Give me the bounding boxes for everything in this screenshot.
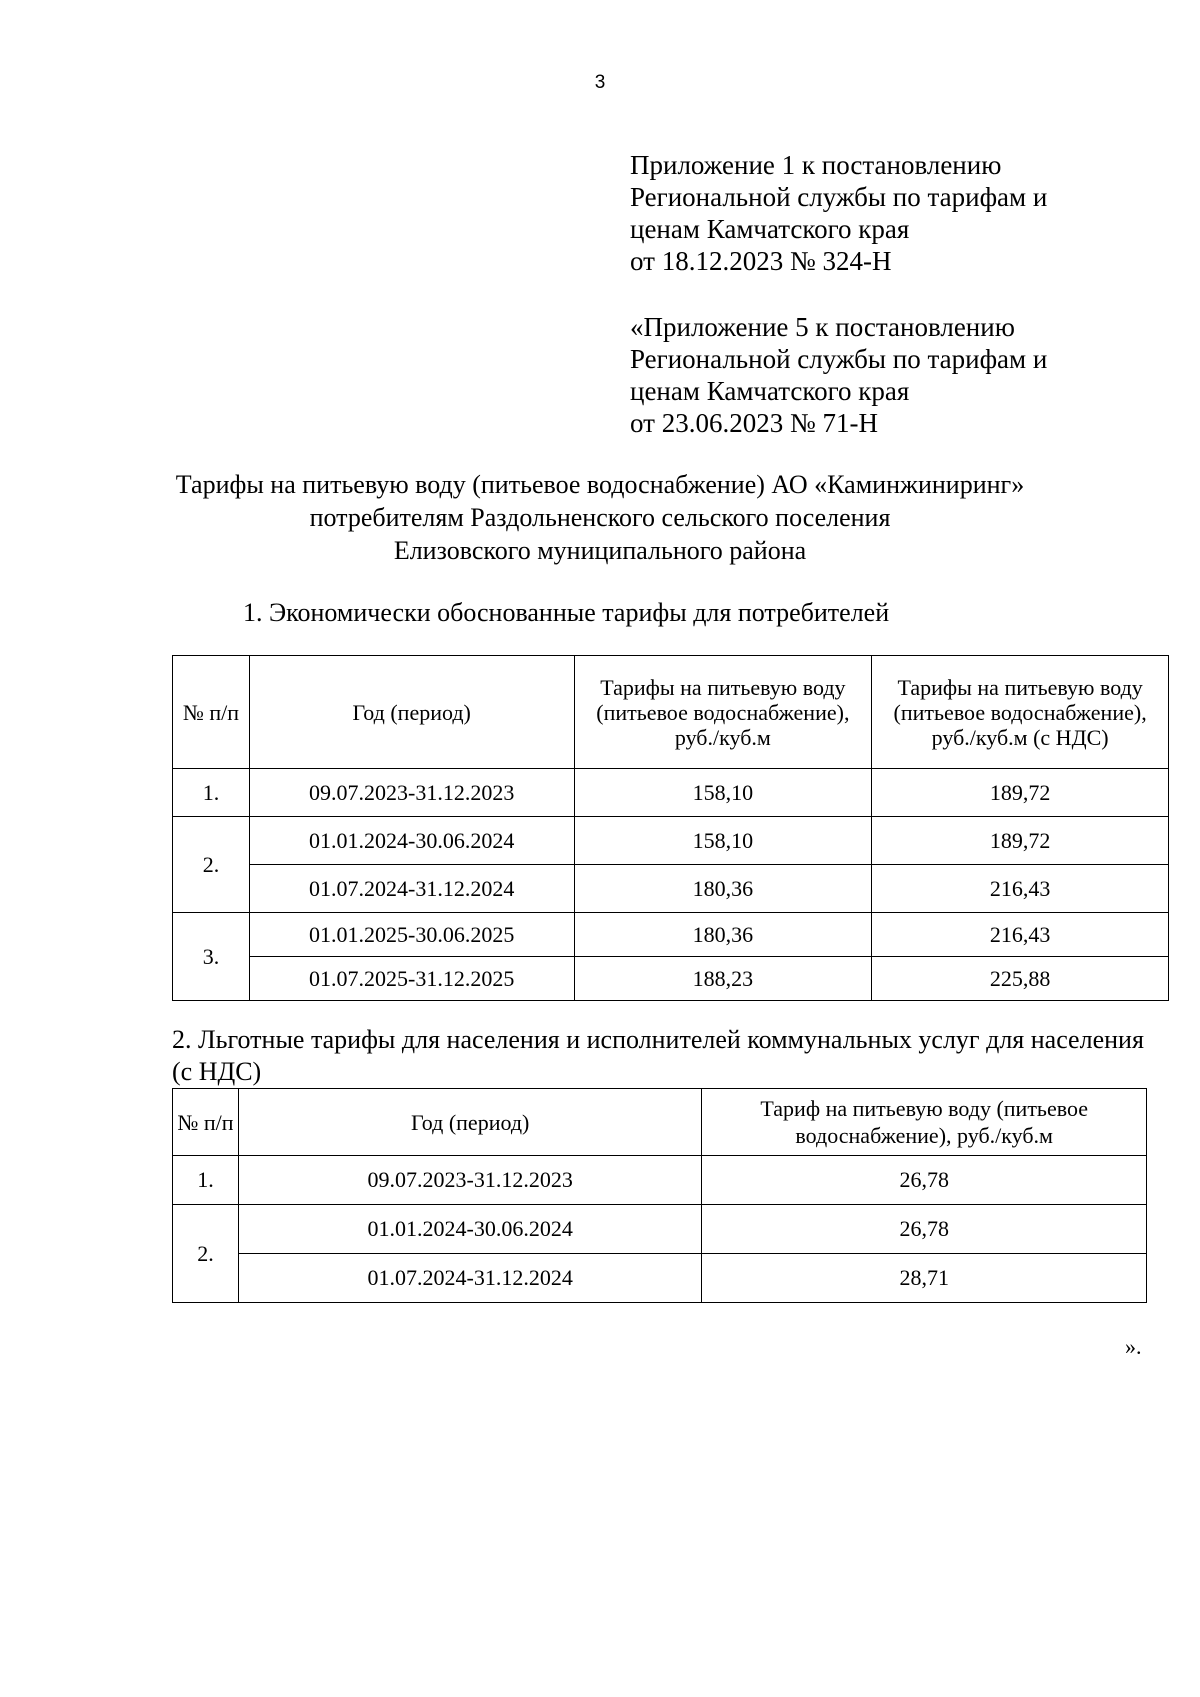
row-tariff: 26,78 [702,1156,1147,1205]
title-line: Тарифы на питьевую воду (питьевое водоснабжение) АО «Каминжиниринг» [175,470,1025,499]
header-num: № п/п [173,656,250,769]
header-tariff: Тариф на питьевую воду (питьевое водоснабжение), руб./куб.м [702,1089,1147,1156]
row-tariff: 188,23 [574,957,872,1001]
header-period: Год (период) [238,1089,701,1156]
annex-5-line: Региональной службы по тарифам и [630,344,1048,374]
table-header-row [173,656,1169,769]
row-period: 01.07.2024-31.12.2024 [249,865,574,913]
annex-5-line: от 23.06.2023 № 71-Н [630,408,878,438]
table-row [173,769,1169,817]
row-tariff: 158,10 [574,817,872,865]
row-period: 01.01.2025-30.06.2025 [249,913,574,957]
page-number: 3 [594,72,606,93]
annex-1-line: Региональной службы по тарифам и [630,182,1048,212]
row-tariff: 180,36 [574,865,872,913]
header-period: Год (период) [249,656,574,769]
row-tariff: 180,36 [574,913,872,957]
row-period: 01.01.2024-30.06.2024 [238,1205,701,1254]
row-num: 1. [173,769,250,817]
annex-1-line: от 18.12.2023 № 324-Н [630,246,892,276]
row-tariff: 26,78 [702,1205,1147,1254]
title-line: Елизовского муниципального района [393,536,807,565]
table-header-row [173,1089,1147,1156]
section-2-title: 2. Льготные тарифы для населения и исполнителей коммунальных услуг для населения (с НДС) [172,1025,1144,1086]
annex-1-line: Приложение 1 к постановлению [630,150,1002,180]
table-row [173,913,1169,957]
row-tariff-vat: 189,72 [872,817,1169,865]
table-row [173,957,1169,1001]
row-period: 09.07.2023-31.12.2023 [249,769,574,817]
header-num: № п/п [173,1089,239,1156]
row-tariff: 28,71 [702,1254,1147,1303]
row-tariff-vat: 189,72 [872,769,1169,817]
table-row [173,1205,1147,1254]
row-tariff-vat: 216,43 [872,865,1169,913]
row-period: 01.01.2024-30.06.2024 [249,817,574,865]
table-row [173,1254,1147,1303]
row-tariff-vat: 216,43 [872,913,1169,957]
row-period: 01.07.2025-31.12.2025 [249,957,574,1001]
annex-5-line: «Приложение 5 к постановлению [630,312,1015,342]
table-row [173,817,1169,865]
row-tariff-vat: 225,88 [872,957,1169,1001]
row-num: 3. [173,913,250,1001]
table-row [173,1156,1147,1205]
row-tariff: 158,10 [574,769,872,817]
header-tariff: Тарифы на питьевую воду (питьевое водоснабжение), руб./куб.м [574,656,872,769]
row-period: 09.07.2023-31.12.2023 [238,1156,701,1205]
preferential-tariffs-table [172,1088,1147,1303]
annex-5-line: ценам Камчатского края [630,376,910,406]
row-num: 2. [173,1205,239,1303]
title-line: потребителям Раздольненского сельского поселения [309,503,891,532]
row-num: 1. [173,1156,239,1205]
annex-1-line: ценам Камчатского края [630,214,910,244]
table-row [173,865,1169,913]
economic-tariffs-table [172,655,1169,1001]
row-num: 2. [173,817,250,913]
section-1-title: 1. Экономически обоснованные тарифы для потребителей [243,598,890,627]
annex-1-reference [630,149,1150,277]
document-title [100,468,1100,567]
row-period: 01.07.2024-31.12.2024 [238,1254,701,1303]
closing-quote: ». [1125,1334,1142,1359]
annex-5-reference [630,311,1150,439]
header-tariff-vat: Тарифы на питьевую воду (питьевое водоснабжение), руб./куб.м (с НДС) [872,656,1169,769]
